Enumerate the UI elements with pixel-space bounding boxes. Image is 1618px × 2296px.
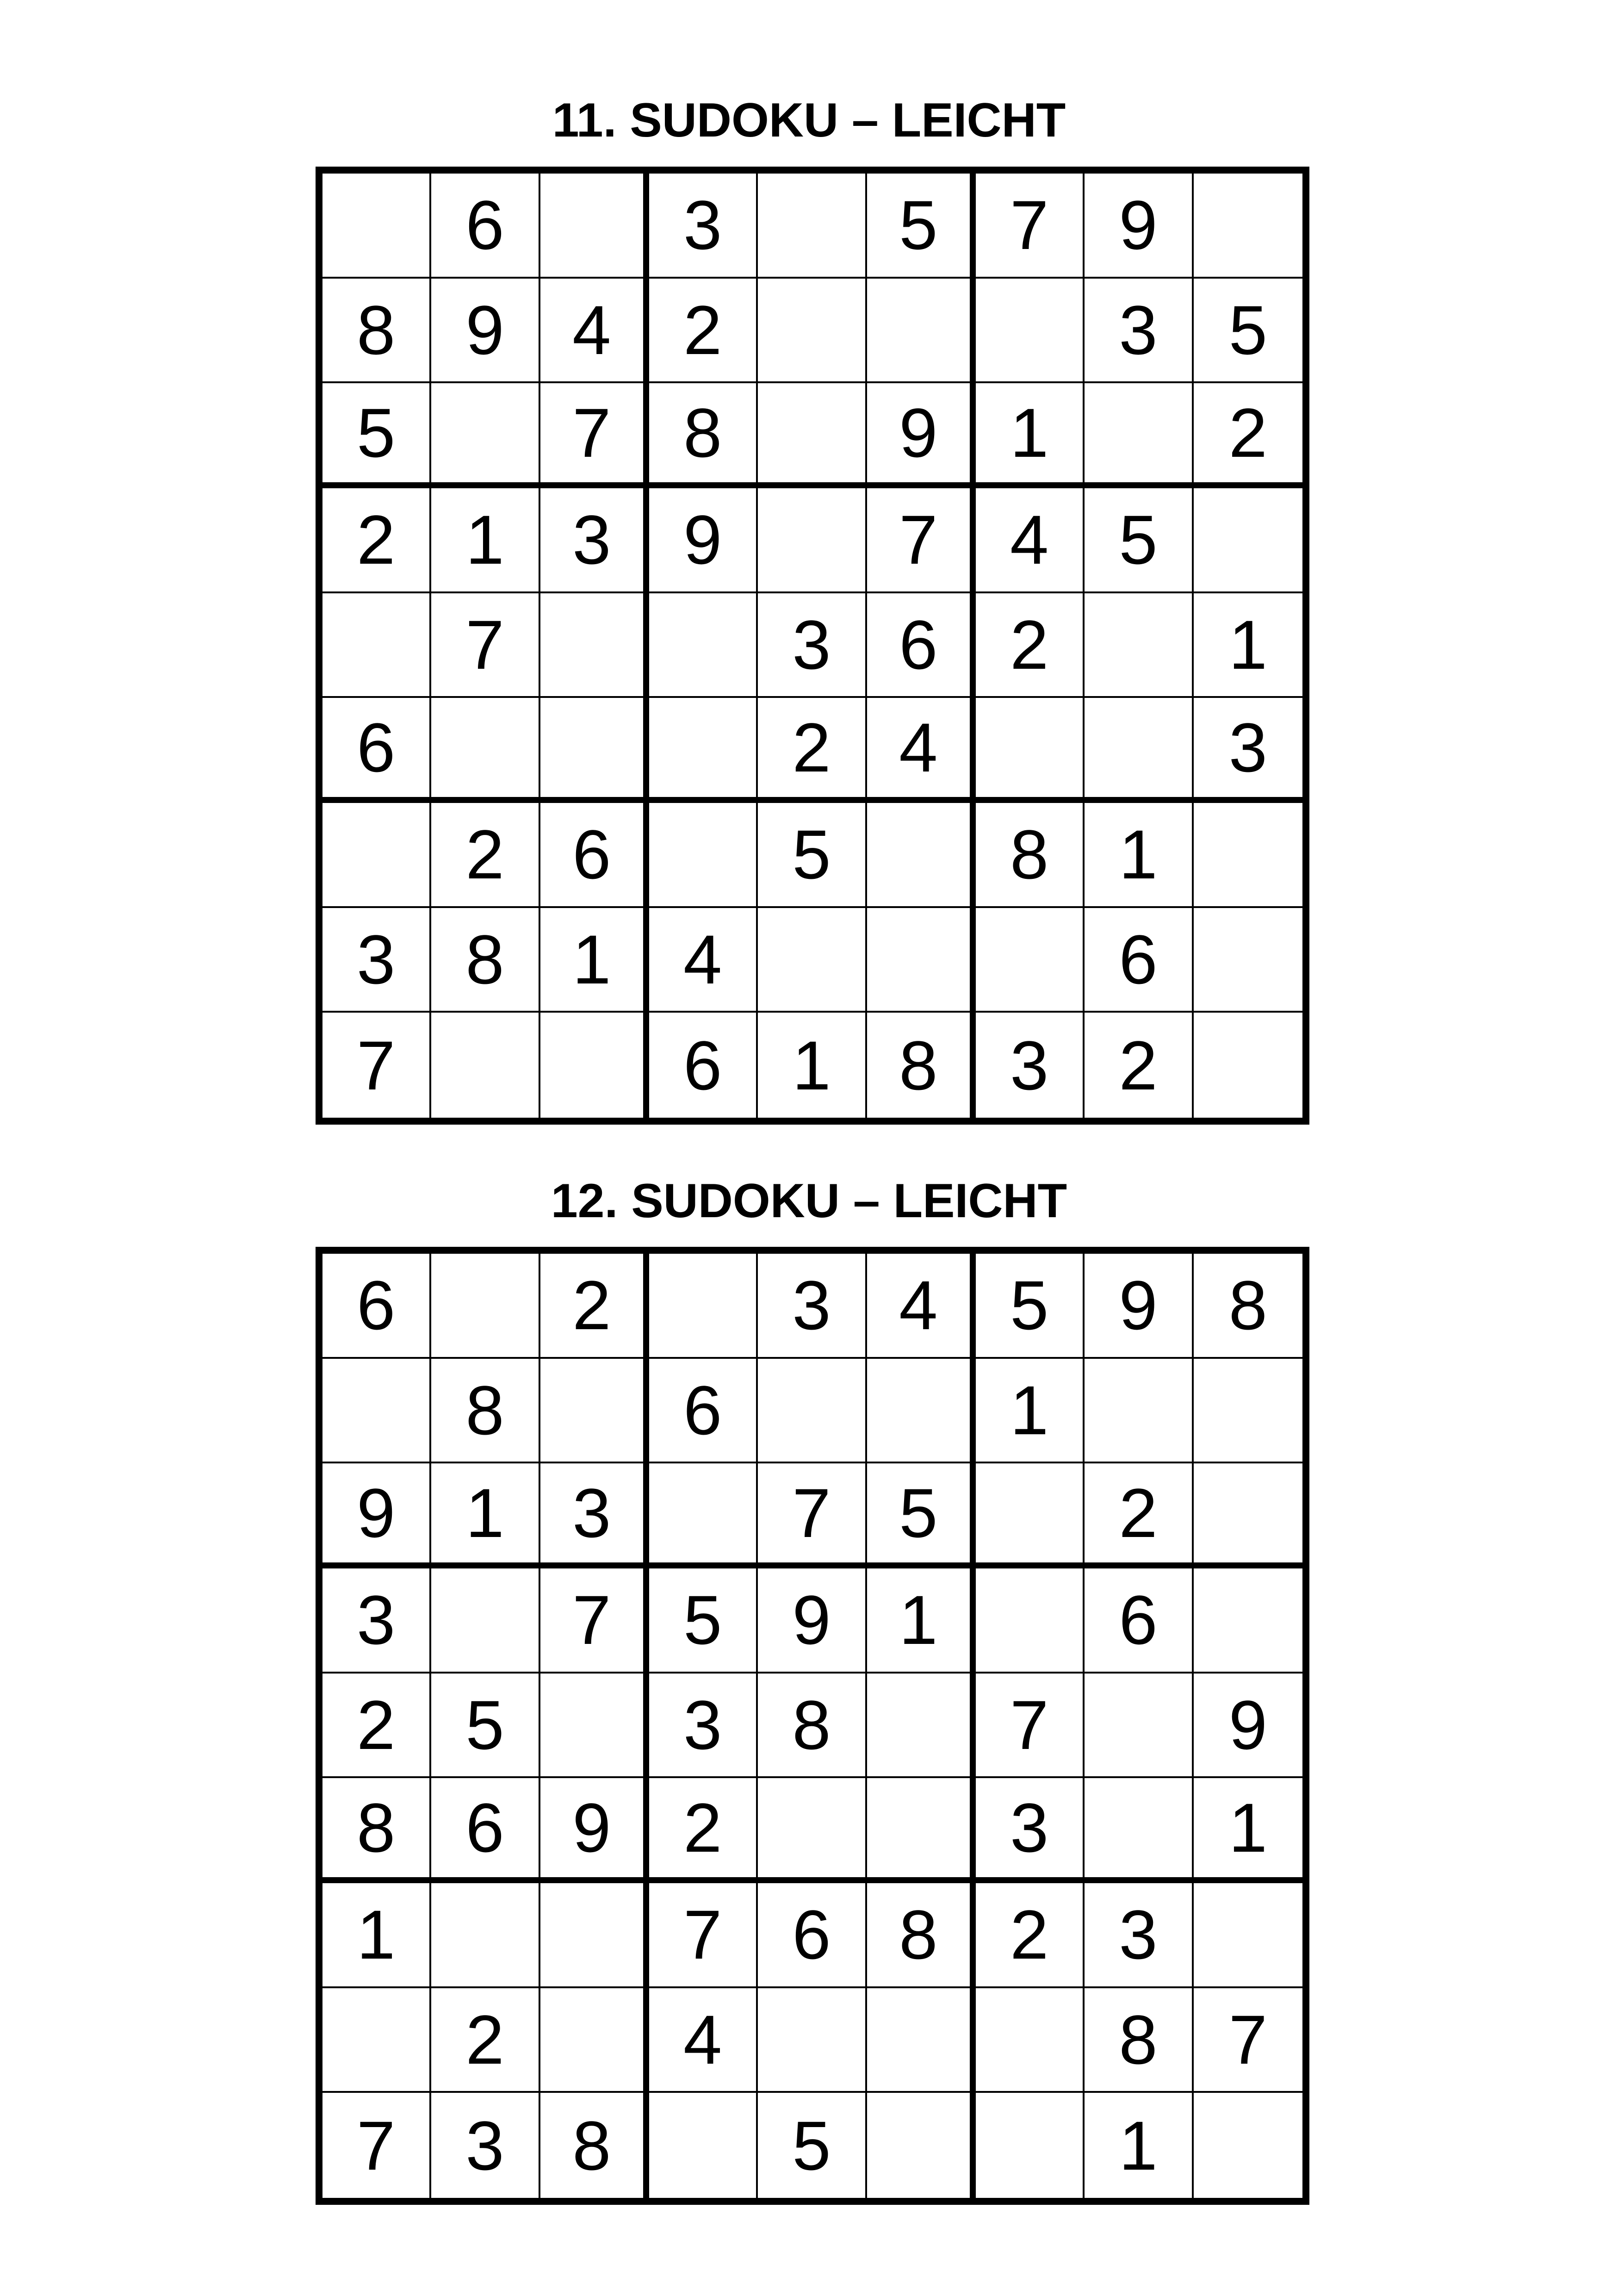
sudoku-cell[interactable]: 2 xyxy=(540,1254,649,1359)
sudoku-cell[interactable]: 6 xyxy=(649,1359,758,1464)
sudoku-cell[interactable]: 1 xyxy=(758,1013,867,1118)
sudoku-cell[interactable]: 8 xyxy=(1194,1254,1302,1359)
sudoku-cell[interactable]: 7 xyxy=(1194,1988,1302,2093)
sudoku-cell[interactable] xyxy=(1085,1674,1193,1779)
sudoku-cell[interactable]: 5 xyxy=(976,1254,1085,1359)
sudoku-cell[interactable] xyxy=(540,1988,649,2093)
sudoku-cell[interactable] xyxy=(976,2093,1085,2198)
sudoku-cell[interactable] xyxy=(540,1674,649,1779)
sudoku-cell[interactable]: 3 xyxy=(976,1778,1085,1883)
sudoku-cell[interactable]: 9 xyxy=(758,1568,867,1674)
sudoku-cell[interactable] xyxy=(867,908,976,1013)
sudoku-cell[interactable]: 7 xyxy=(758,1463,867,1568)
sudoku-cell[interactable]: 3 xyxy=(540,488,649,593)
sudoku-cell[interactable]: 6 xyxy=(540,803,649,908)
sudoku-cell[interactable]: 3 xyxy=(1194,698,1302,803)
sudoku-cell[interactable]: 9 xyxy=(1085,1254,1193,1359)
sudoku-cell[interactable]: 9 xyxy=(322,1463,431,1568)
sudoku-cell[interactable] xyxy=(976,1463,1085,1568)
sudoku-cell[interactable]: 7 xyxy=(867,488,976,593)
sudoku-cell[interactable] xyxy=(322,803,431,908)
sudoku-cell[interactable]: 3 xyxy=(1085,279,1193,384)
sudoku-cell[interactable]: 1 xyxy=(1194,593,1302,698)
sudoku-cell[interactable]: 7 xyxy=(540,383,649,488)
sudoku-cell[interactable]: 5 xyxy=(758,2093,867,2198)
sudoku-cell[interactable] xyxy=(649,2093,758,2198)
sudoku-cell[interactable] xyxy=(1194,908,1302,1013)
sudoku-cell[interactable]: 9 xyxy=(867,383,976,488)
sudoku-cell[interactable]: 5 xyxy=(1194,279,1302,384)
sudoku-cell[interactable] xyxy=(758,488,867,593)
sudoku-cell[interactable] xyxy=(1085,698,1193,803)
sudoku-cell[interactable]: 9 xyxy=(431,279,540,384)
sudoku-cell[interactable] xyxy=(758,908,867,1013)
sudoku-cell[interactable] xyxy=(1194,2093,1302,2198)
sudoku-cell[interactable]: 1 xyxy=(431,1463,540,1568)
sudoku-cell[interactable] xyxy=(649,1463,758,1568)
puzzle-title: 11. SUDOKU – LEICHT xyxy=(552,93,1066,147)
sudoku-cell[interactable] xyxy=(540,593,649,698)
sudoku-cell[interactable]: 9 xyxy=(540,1778,649,1883)
sudoku-cell[interactable]: 8 xyxy=(431,1359,540,1464)
sudoku-cell[interactable] xyxy=(1194,1883,1302,1988)
sudoku-cell[interactable]: 6 xyxy=(431,1778,540,1883)
sudoku-cell[interactable]: 6 xyxy=(649,1013,758,1118)
sudoku-cell[interactable]: 8 xyxy=(867,1883,976,1988)
sudoku-cell[interactable]: 4 xyxy=(976,488,1085,593)
sudoku-cell[interactable]: 5 xyxy=(867,174,976,279)
sudoku-cell[interactable]: 6 xyxy=(322,698,431,803)
sudoku-cell[interactable]: 1 xyxy=(1194,1778,1302,1883)
sudoku-cell[interactable] xyxy=(540,698,649,803)
sudoku-cell[interactable] xyxy=(976,279,1085,384)
sudoku-cell[interactable]: 3 xyxy=(322,908,431,1013)
sudoku-cell[interactable] xyxy=(431,1568,540,1674)
sudoku-cell[interactable] xyxy=(540,174,649,279)
sudoku-cell[interactable]: 6 xyxy=(758,1883,867,1988)
sudoku-cell[interactable] xyxy=(1194,488,1302,593)
sudoku-cell[interactable]: 1 xyxy=(867,1568,976,1674)
sudoku-cell[interactable]: 7 xyxy=(322,1013,431,1118)
sudoku-cell[interactable]: 4 xyxy=(867,1254,976,1359)
sudoku-grid xyxy=(316,1247,1309,2205)
sudoku-cell[interactable] xyxy=(540,1883,649,1988)
sudoku-cell[interactable] xyxy=(758,279,867,384)
sudoku-cell[interactable]: 1 xyxy=(322,1883,431,1988)
sudoku-cell[interactable]: 5 xyxy=(1085,488,1193,593)
sudoku-cell[interactable] xyxy=(649,593,758,698)
sudoku-cell[interactable]: 9 xyxy=(1085,174,1193,279)
sudoku-cell[interactable]: 2 xyxy=(1194,383,1302,488)
sudoku-cell[interactable]: 1 xyxy=(431,488,540,593)
sudoku-cell[interactable] xyxy=(540,1359,649,1464)
sudoku-cell[interactable]: 8 xyxy=(976,803,1085,908)
sudoku-cell[interactable] xyxy=(976,908,1085,1013)
sudoku-cell[interactable] xyxy=(976,698,1085,803)
sudoku-cell[interactable] xyxy=(322,1359,431,1464)
sudoku-cell[interactable] xyxy=(649,1254,758,1359)
sudoku-cell[interactable]: 1 xyxy=(1085,2093,1193,2198)
sudoku-cell[interactable]: 6 xyxy=(1085,1568,1193,1674)
sudoku-cell[interactable]: 4 xyxy=(649,908,758,1013)
sudoku-cell[interactable] xyxy=(431,1883,540,1988)
sudoku-cell[interactable]: 5 xyxy=(758,803,867,908)
sudoku-cell[interactable] xyxy=(1085,383,1193,488)
sudoku-cell[interactable]: 2 xyxy=(1085,1013,1193,1118)
sudoku-cell[interactable]: 3 xyxy=(758,1254,867,1359)
sudoku-cell[interactable]: 3 xyxy=(649,1674,758,1779)
sudoku-cell[interactable] xyxy=(649,698,758,803)
sudoku-cell[interactable] xyxy=(758,1359,867,1464)
sudoku-cell[interactable]: 7 xyxy=(649,1883,758,1988)
sudoku-cell[interactable]: 1 xyxy=(540,908,649,1013)
sudoku-cell[interactable] xyxy=(867,1988,976,2093)
sudoku-cell[interactable]: 7 xyxy=(431,593,540,698)
sudoku-cell[interactable]: 2 xyxy=(976,593,1085,698)
sudoku-cell[interactable] xyxy=(758,1778,867,1883)
sudoku-cell[interactable]: 5 xyxy=(867,1463,976,1568)
sudoku-cell[interactable] xyxy=(1194,1359,1302,1464)
sudoku-cell[interactable] xyxy=(758,383,867,488)
sudoku-cell[interactable] xyxy=(1194,803,1302,908)
sudoku-cell[interactable] xyxy=(867,1674,976,1779)
sudoku-cell[interactable] xyxy=(431,383,540,488)
sudoku-cell[interactable] xyxy=(976,1988,1085,2093)
sudoku-cell[interactable]: 7 xyxy=(322,2093,431,2198)
sudoku-cell[interactable]: 6 xyxy=(322,1254,431,1359)
sudoku-cell[interactable] xyxy=(1194,174,1302,279)
puzzle-title: 12. SUDOKU – LEICHT xyxy=(551,1174,1067,1228)
sudoku-cell[interactable] xyxy=(1085,1359,1193,1464)
sudoku-cell[interactable]: 4 xyxy=(649,1988,758,2093)
sudoku-cell[interactable]: 7 xyxy=(976,1674,1085,1779)
sudoku-cell[interactable] xyxy=(867,1778,976,1883)
sudoku-cell[interactable]: 4 xyxy=(540,279,649,384)
sudoku-cell[interactable]: 8 xyxy=(540,2093,649,2198)
sudoku-cell[interactable]: 7 xyxy=(976,174,1085,279)
sudoku-cell[interactable]: 2 xyxy=(976,1883,1085,1988)
sudoku-cell[interactable]: 2 xyxy=(322,488,431,593)
sudoku-cell[interactable] xyxy=(867,803,976,908)
sudoku-cell[interactable] xyxy=(976,1568,1085,1674)
sudoku-cell[interactable]: 5 xyxy=(649,1568,758,1674)
sudoku-cell[interactable]: 8 xyxy=(322,279,431,384)
sudoku-cell[interactable]: 3 xyxy=(431,2093,540,2198)
sudoku-cell[interactable] xyxy=(758,1988,867,2093)
sudoku-cell[interactable]: 6 xyxy=(1085,908,1193,1013)
sudoku-cell[interactable] xyxy=(1085,593,1193,698)
sudoku-cell[interactable] xyxy=(431,1254,540,1359)
sudoku-cell[interactable] xyxy=(431,1013,540,1118)
sudoku-cell[interactable] xyxy=(322,174,431,279)
sudoku-cell[interactable]: 3 xyxy=(322,1568,431,1674)
sudoku-cell[interactable] xyxy=(867,1359,976,1464)
sudoku-cell[interactable]: 1 xyxy=(1085,803,1193,908)
sudoku-cell[interactable]: 9 xyxy=(649,488,758,593)
sudoku-grid xyxy=(316,167,1309,1125)
sudoku-cell[interactable]: 6 xyxy=(867,593,976,698)
sudoku-cell[interactable] xyxy=(431,698,540,803)
sudoku-cell[interactable]: 2 xyxy=(431,1988,540,2093)
sudoku-cell[interactable]: 2 xyxy=(431,803,540,908)
sudoku-cell[interactable]: 3 xyxy=(758,593,867,698)
sudoku-cell[interactable]: 1 xyxy=(976,383,1085,488)
sudoku-cell[interactable] xyxy=(322,1988,431,2093)
sudoku-cell[interactable] xyxy=(322,593,431,698)
sudoku-cell[interactable]: 3 xyxy=(540,1463,649,1568)
sudoku-cell[interactable]: 6 xyxy=(431,174,540,279)
sudoku-cell[interactable]: 8 xyxy=(1085,1988,1193,2093)
sudoku-cell[interactable]: 8 xyxy=(322,1778,431,1883)
sudoku-cell[interactable]: 8 xyxy=(758,1674,867,1779)
sudoku-cell[interactable] xyxy=(649,803,758,908)
sudoku-cell[interactable] xyxy=(1085,1778,1193,1883)
sudoku-cell[interactable] xyxy=(1194,1013,1302,1118)
sudoku-cell[interactable] xyxy=(758,174,867,279)
sudoku-cell[interactable]: 2 xyxy=(649,1778,758,1883)
sudoku-cell[interactable]: 9 xyxy=(1194,1674,1302,1779)
sudoku-cell[interactable] xyxy=(1194,1463,1302,1568)
sudoku-cell[interactable]: 3 xyxy=(649,174,758,279)
sudoku-cell[interactable]: 8 xyxy=(649,383,758,488)
sudoku-cell[interactable]: 2 xyxy=(322,1674,431,1779)
sudoku-cell[interactable]: 5 xyxy=(322,383,431,488)
sudoku-cell[interactable]: 8 xyxy=(431,908,540,1013)
sudoku-cell[interactable]: 3 xyxy=(976,1013,1085,1118)
sudoku-cell[interactable]: 4 xyxy=(867,698,976,803)
sudoku-cell[interactable]: 8 xyxy=(867,1013,976,1118)
sudoku-cell[interactable] xyxy=(867,2093,976,2198)
sudoku-cell[interactable]: 2 xyxy=(1085,1463,1193,1568)
sudoku-cell[interactable]: 1 xyxy=(976,1359,1085,1464)
sudoku-cell[interactable]: 7 xyxy=(540,1568,649,1674)
sudoku-cell[interactable] xyxy=(867,279,976,384)
sudoku-cell[interactable]: 3 xyxy=(1085,1883,1193,1988)
sudoku-cell[interactable]: 5 xyxy=(431,1674,540,1779)
sudoku-cell[interactable] xyxy=(1194,1568,1302,1674)
sudoku-cell[interactable]: 2 xyxy=(649,279,758,384)
sudoku-cell[interactable]: 2 xyxy=(758,698,867,803)
sudoku-cell[interactable] xyxy=(540,1013,649,1118)
